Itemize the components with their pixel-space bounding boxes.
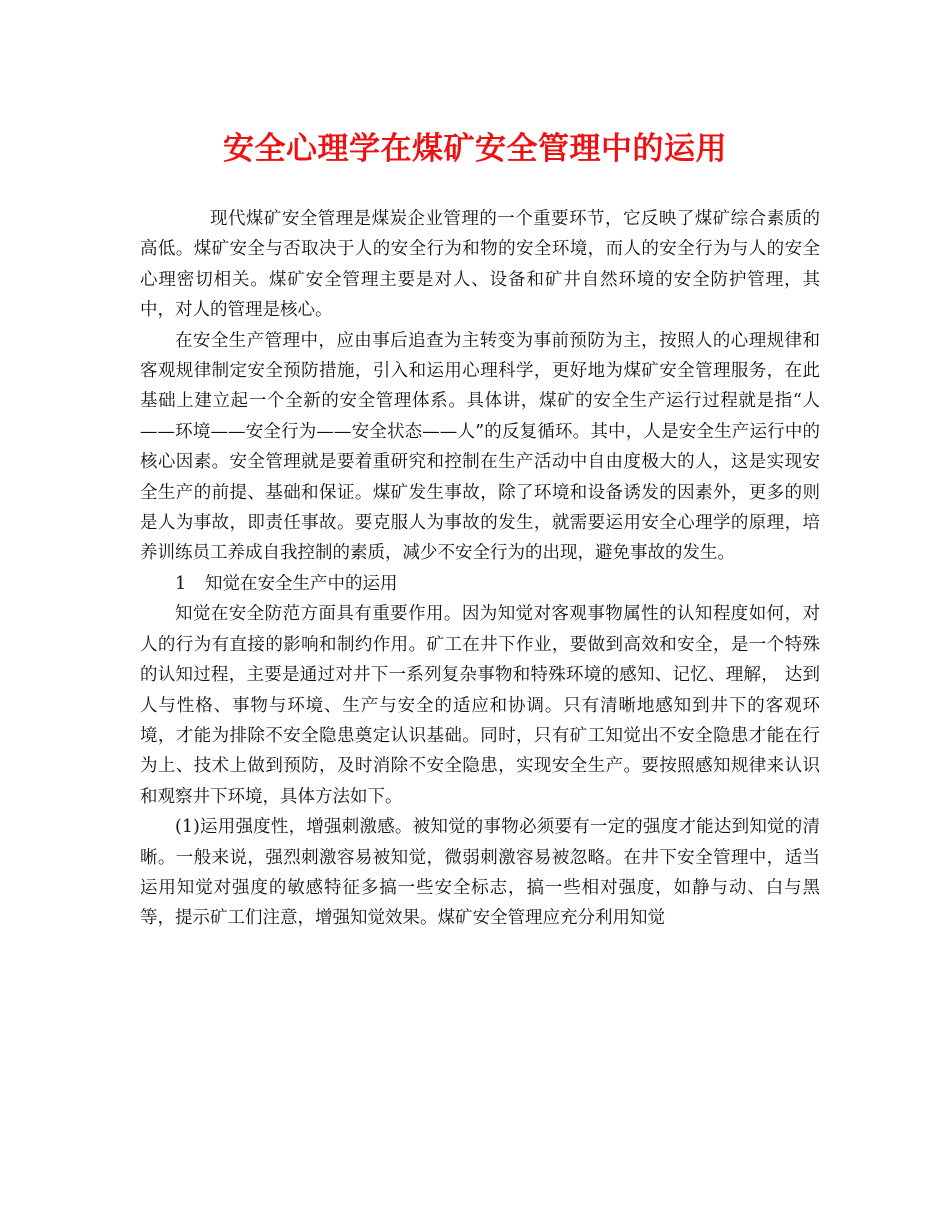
document-title: 安全心理学在煤矿安全管理中的运用	[223, 131, 727, 167]
document-body	[140, 204, 820, 934]
paragraph-prevention: 在安全生产管理中，应由事后追查为主转变为事前预防为主，按照人的心理规律和客观规律制定安全预防措施，引入和运用心理科学，更好地为煤矿安全管理服务，在此基础上建立起一个全新的安全管理体系。具体讲，煤矿的安全生产运行过程就是指“人——环境——安全行为——安全状态——人”的反复循环。其中，人是安全生产运行中的核心因素。安全管理就是要着重研究和控制在生产活动中自由度极大的人，这是实现安全生产的前提、基础和保证。煤矿发生事故，除了环境和设备诱发的因素外，更多的则是人为事故，即责任事故。要克服人为事故的发生，就需要运用安全心理学的原理，培养训练员工养成自我控制的素质，减少不安全行为的出现，避免事故的发生。	[140, 330, 820, 564]
paragraph-perception: 知觉在安全防范方面具有重要作用。因为知觉对客观事物属性的认知程度如何，对人的行为有直接的影响和制约作用。矿工在井下作业，要做到高效和安全，是一个特殊的认知过程，主要是通过对井下一系列复杂事物和特殊环境的感知、记忆、理解， 达到人与性格、事物与环境、生产与安全的适应和协调。只有清晰地感知到井下的客观环境，才能为排除不安全隐患奠定认识基础。同时，只有矿工知觉出不安全隐患才能在行为上、技术上做到预防，及时消除不安全隐患，实现安全生产。要按照感知规律来认识和观察井下环境，具体方法如下。	[140, 604, 820, 807]
section-heading-text: 知觉在安全生产中的运用	[205, 573, 398, 594]
section-number: 1	[175, 573, 187, 594]
section-heading	[140, 569, 820, 599]
paragraph-intensity: (1)运用强度性，增强刺激感。被知觉的事物必须要有一定的强度才能达到知觉的清晰。一般来说，强烈刺激容易被知觉，微弱刺激容易被忽略。在井下安全管理中，适当运用知觉对强度的敏感特征多搞一些安全标志，搞一些相对强度，如静与动、白与黑等，提示矿工们注意，增强知觉效果。煤矿安全管理应充分利用知觉	[140, 817, 820, 929]
paragraph-intro: 现代煤矿安全管理是煤炭企业管理的一个重要环节，它反映了煤矿综合素质的高低。煤矿安全与否取决于人的安全行为和物的安全环境，而人的安全行为与人的安全心理密切相关。煤矿安全管理主要是对人、设备和矿井自然环境的安全防护管理，其中，对人的管理是核心。	[140, 209, 820, 321]
